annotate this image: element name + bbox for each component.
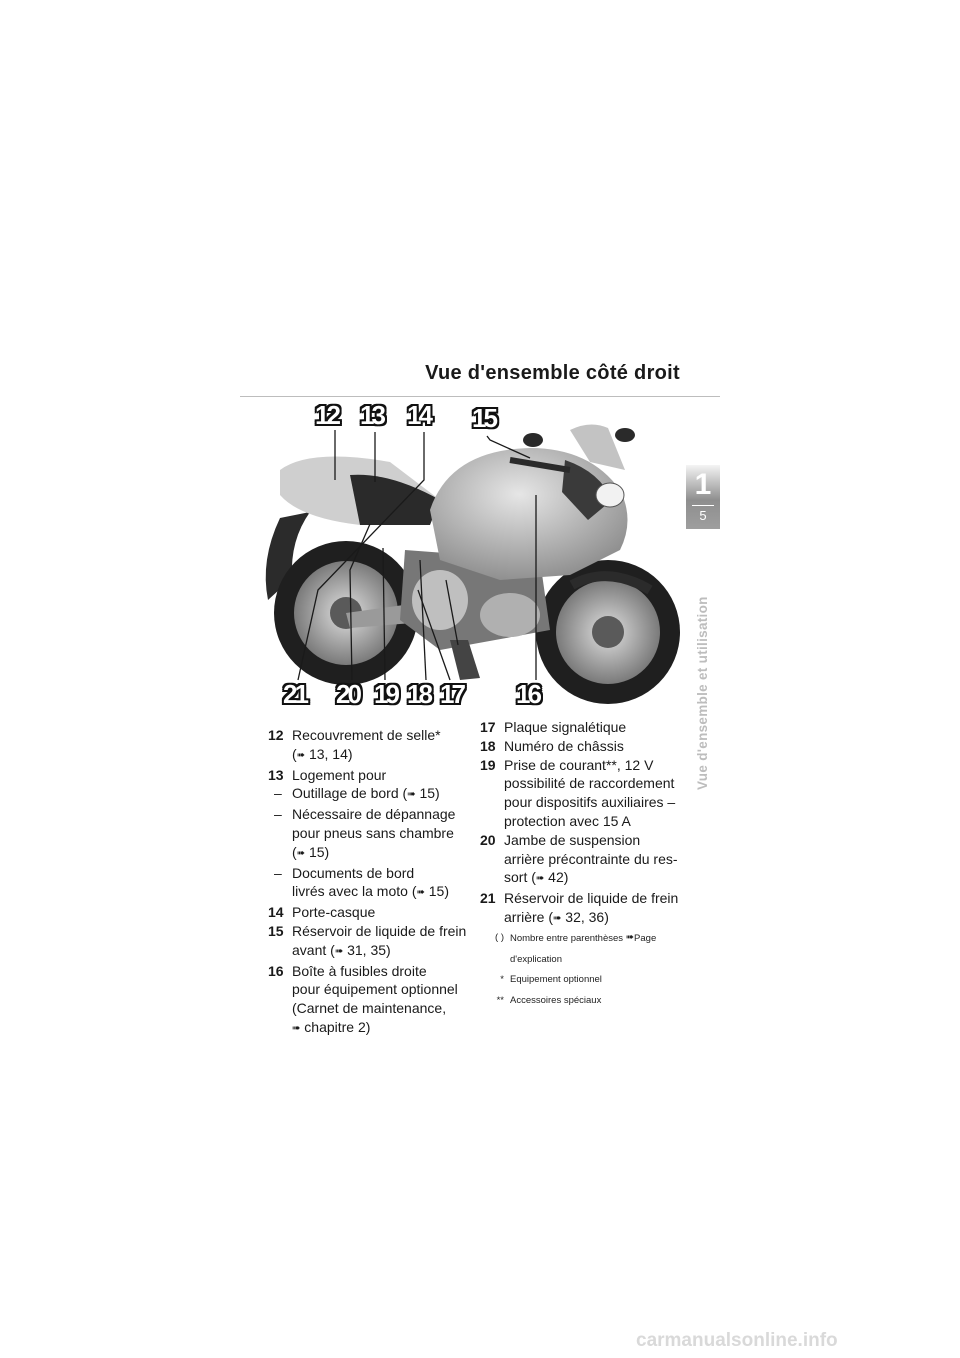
legend-left-column xyxy=(268,726,468,1039)
legend-number: 18 xyxy=(480,737,496,754)
legend-text: pour pneus sans chambre xyxy=(292,824,454,841)
footnote-text: d'explication xyxy=(510,953,562,965)
legend-text: Outillage de bord ( xyxy=(292,785,408,802)
page-reference: 13, 14) xyxy=(308,745,353,762)
callout-13: 13 xyxy=(360,400,383,430)
footnote xyxy=(484,928,684,970)
legend-number: 14 xyxy=(268,904,284,921)
arrow-icon: ➠ xyxy=(535,873,545,885)
footnote xyxy=(484,970,684,991)
watermark: carmanualsonline.info xyxy=(636,1330,838,1351)
legend-text: Logement pour xyxy=(292,766,387,783)
page-reference: 15) xyxy=(428,883,449,900)
legend-text: Réservoir de liquide de frein xyxy=(504,890,679,907)
legend-item-16 xyxy=(268,962,468,1039)
arrow-icon: ➠ xyxy=(296,749,306,761)
callout-16: 16 xyxy=(516,679,539,709)
legend-text: sort ( xyxy=(504,869,536,886)
footnote-text: Accessoires spéciaux xyxy=(510,994,602,1006)
chapter-side-label: Vue d'ensemble et utilisation xyxy=(695,596,710,790)
arrow-icon: ➠ xyxy=(625,932,635,943)
arrow-icon: ➠ xyxy=(292,1022,301,1034)
legend-number: 16 xyxy=(268,962,284,979)
legend-text: Plaque signalétique xyxy=(504,719,627,735)
fairing xyxy=(430,448,628,580)
callout-19: 19 xyxy=(374,679,397,709)
callout-15: 15 xyxy=(472,403,495,433)
legend-number: 17 xyxy=(480,719,496,735)
legend-item-18 xyxy=(480,737,690,756)
legend-text: pour équipement optionnel xyxy=(292,981,458,998)
motorcycle-illustration xyxy=(240,400,720,710)
arrow-icon: ➠ xyxy=(553,912,562,924)
callout-21: 21 xyxy=(283,679,306,709)
legend-text: Numéro de châssis xyxy=(504,737,624,754)
legend-item-15 xyxy=(268,922,468,962)
legend-text: Prise de courant**, 12 V xyxy=(504,756,654,773)
title-divider xyxy=(240,396,720,397)
page-title: Vue d'ensemble côté droit xyxy=(425,362,680,384)
legend-text: livrés avec la moto ( xyxy=(292,883,417,900)
legend-text: possibilité de raccordement xyxy=(504,775,675,792)
callout-18: 18 xyxy=(407,679,430,709)
footnote xyxy=(484,991,684,1012)
legend-text: Recouvrement de selle* xyxy=(292,727,441,743)
arrow-icon: ➠ xyxy=(334,945,344,957)
footnote-text: Equipement optionnel xyxy=(510,974,602,985)
legend-right-column xyxy=(480,718,690,929)
arrow-icon: ➠ xyxy=(416,887,425,899)
footnote-symbol: * xyxy=(500,974,504,985)
callout-17: 17 xyxy=(440,679,463,709)
legend-number: 19 xyxy=(480,756,496,773)
footnote-text: Nombre entre parenthèses xyxy=(510,933,624,944)
arrow-icon: ➠ xyxy=(296,847,306,859)
legend-item-17 xyxy=(480,718,690,737)
legend-text: protection avec 15 A xyxy=(504,812,631,829)
footnotes xyxy=(484,928,684,1011)
legend-text: Porte-casque xyxy=(292,904,376,921)
legend-item-19 xyxy=(480,756,690,831)
page-reference: 15) xyxy=(419,785,440,802)
legend-number: 12 xyxy=(268,727,284,743)
page-number: 5 xyxy=(699,508,707,523)
legend-number: 21 xyxy=(480,890,496,907)
legend-text: Réservoir de liquide de frein xyxy=(292,922,467,939)
callout-14: 14 xyxy=(407,400,430,430)
chapter-number: 1 xyxy=(694,468,712,501)
footnote-symbol: ** xyxy=(496,994,504,1006)
seat xyxy=(350,475,440,525)
legend-item-13 xyxy=(268,766,468,785)
legend-item-14 xyxy=(268,903,468,922)
legend-text: Nécessaire de dépannage xyxy=(292,806,456,823)
footnote-text: Page xyxy=(634,933,657,944)
legend-text: Boîte à fusibles droite xyxy=(292,962,427,979)
legend-number: 15 xyxy=(268,922,284,939)
page-reference: 31, 35) xyxy=(347,941,391,958)
callout-20: 20 xyxy=(336,679,359,709)
footnote-symbol: ( ) xyxy=(495,932,504,943)
legend-text: (Carnet de maintenance, xyxy=(292,1000,447,1017)
chapter-tab xyxy=(686,465,720,529)
page-reference: 15) xyxy=(308,843,330,860)
legend-subitem: – Documents de bord livrés avec la moto (➠ 15) xyxy=(274,864,449,900)
legend-number: 20 xyxy=(480,831,496,848)
legend-item-12: 12 Recouvrement de selle* (➠ 13, 14) xyxy=(268,726,468,766)
legend-item-20 xyxy=(480,831,690,889)
legend-subitem: – Nécessaire de dépannage pour pneus sans chambre (➠ 15) xyxy=(274,806,456,860)
legend-text: arrière précontrainte du res- xyxy=(504,850,678,867)
page-reference: chapitre 2) xyxy=(304,1018,371,1035)
legend-text: Documents de bord xyxy=(292,864,415,881)
legend-text: pour dispositifs auxiliaires – xyxy=(504,794,676,811)
page-reference: 42) xyxy=(548,869,569,886)
legend-text: arrière ( xyxy=(504,908,554,925)
legend-number: 13 xyxy=(268,766,284,783)
legend-item-21 xyxy=(480,889,690,929)
legend-subitem: – Outillage de bord (➠ 15) xyxy=(274,785,440,802)
callout-12: 12 xyxy=(315,400,338,430)
legend-text: Jambe de suspension xyxy=(504,831,641,848)
legend-text: avant ( xyxy=(292,941,335,958)
chapter-tab-divider xyxy=(692,505,714,506)
arrow-icon: ➠ xyxy=(407,789,416,801)
page-reference: 32, 36) xyxy=(565,908,609,925)
